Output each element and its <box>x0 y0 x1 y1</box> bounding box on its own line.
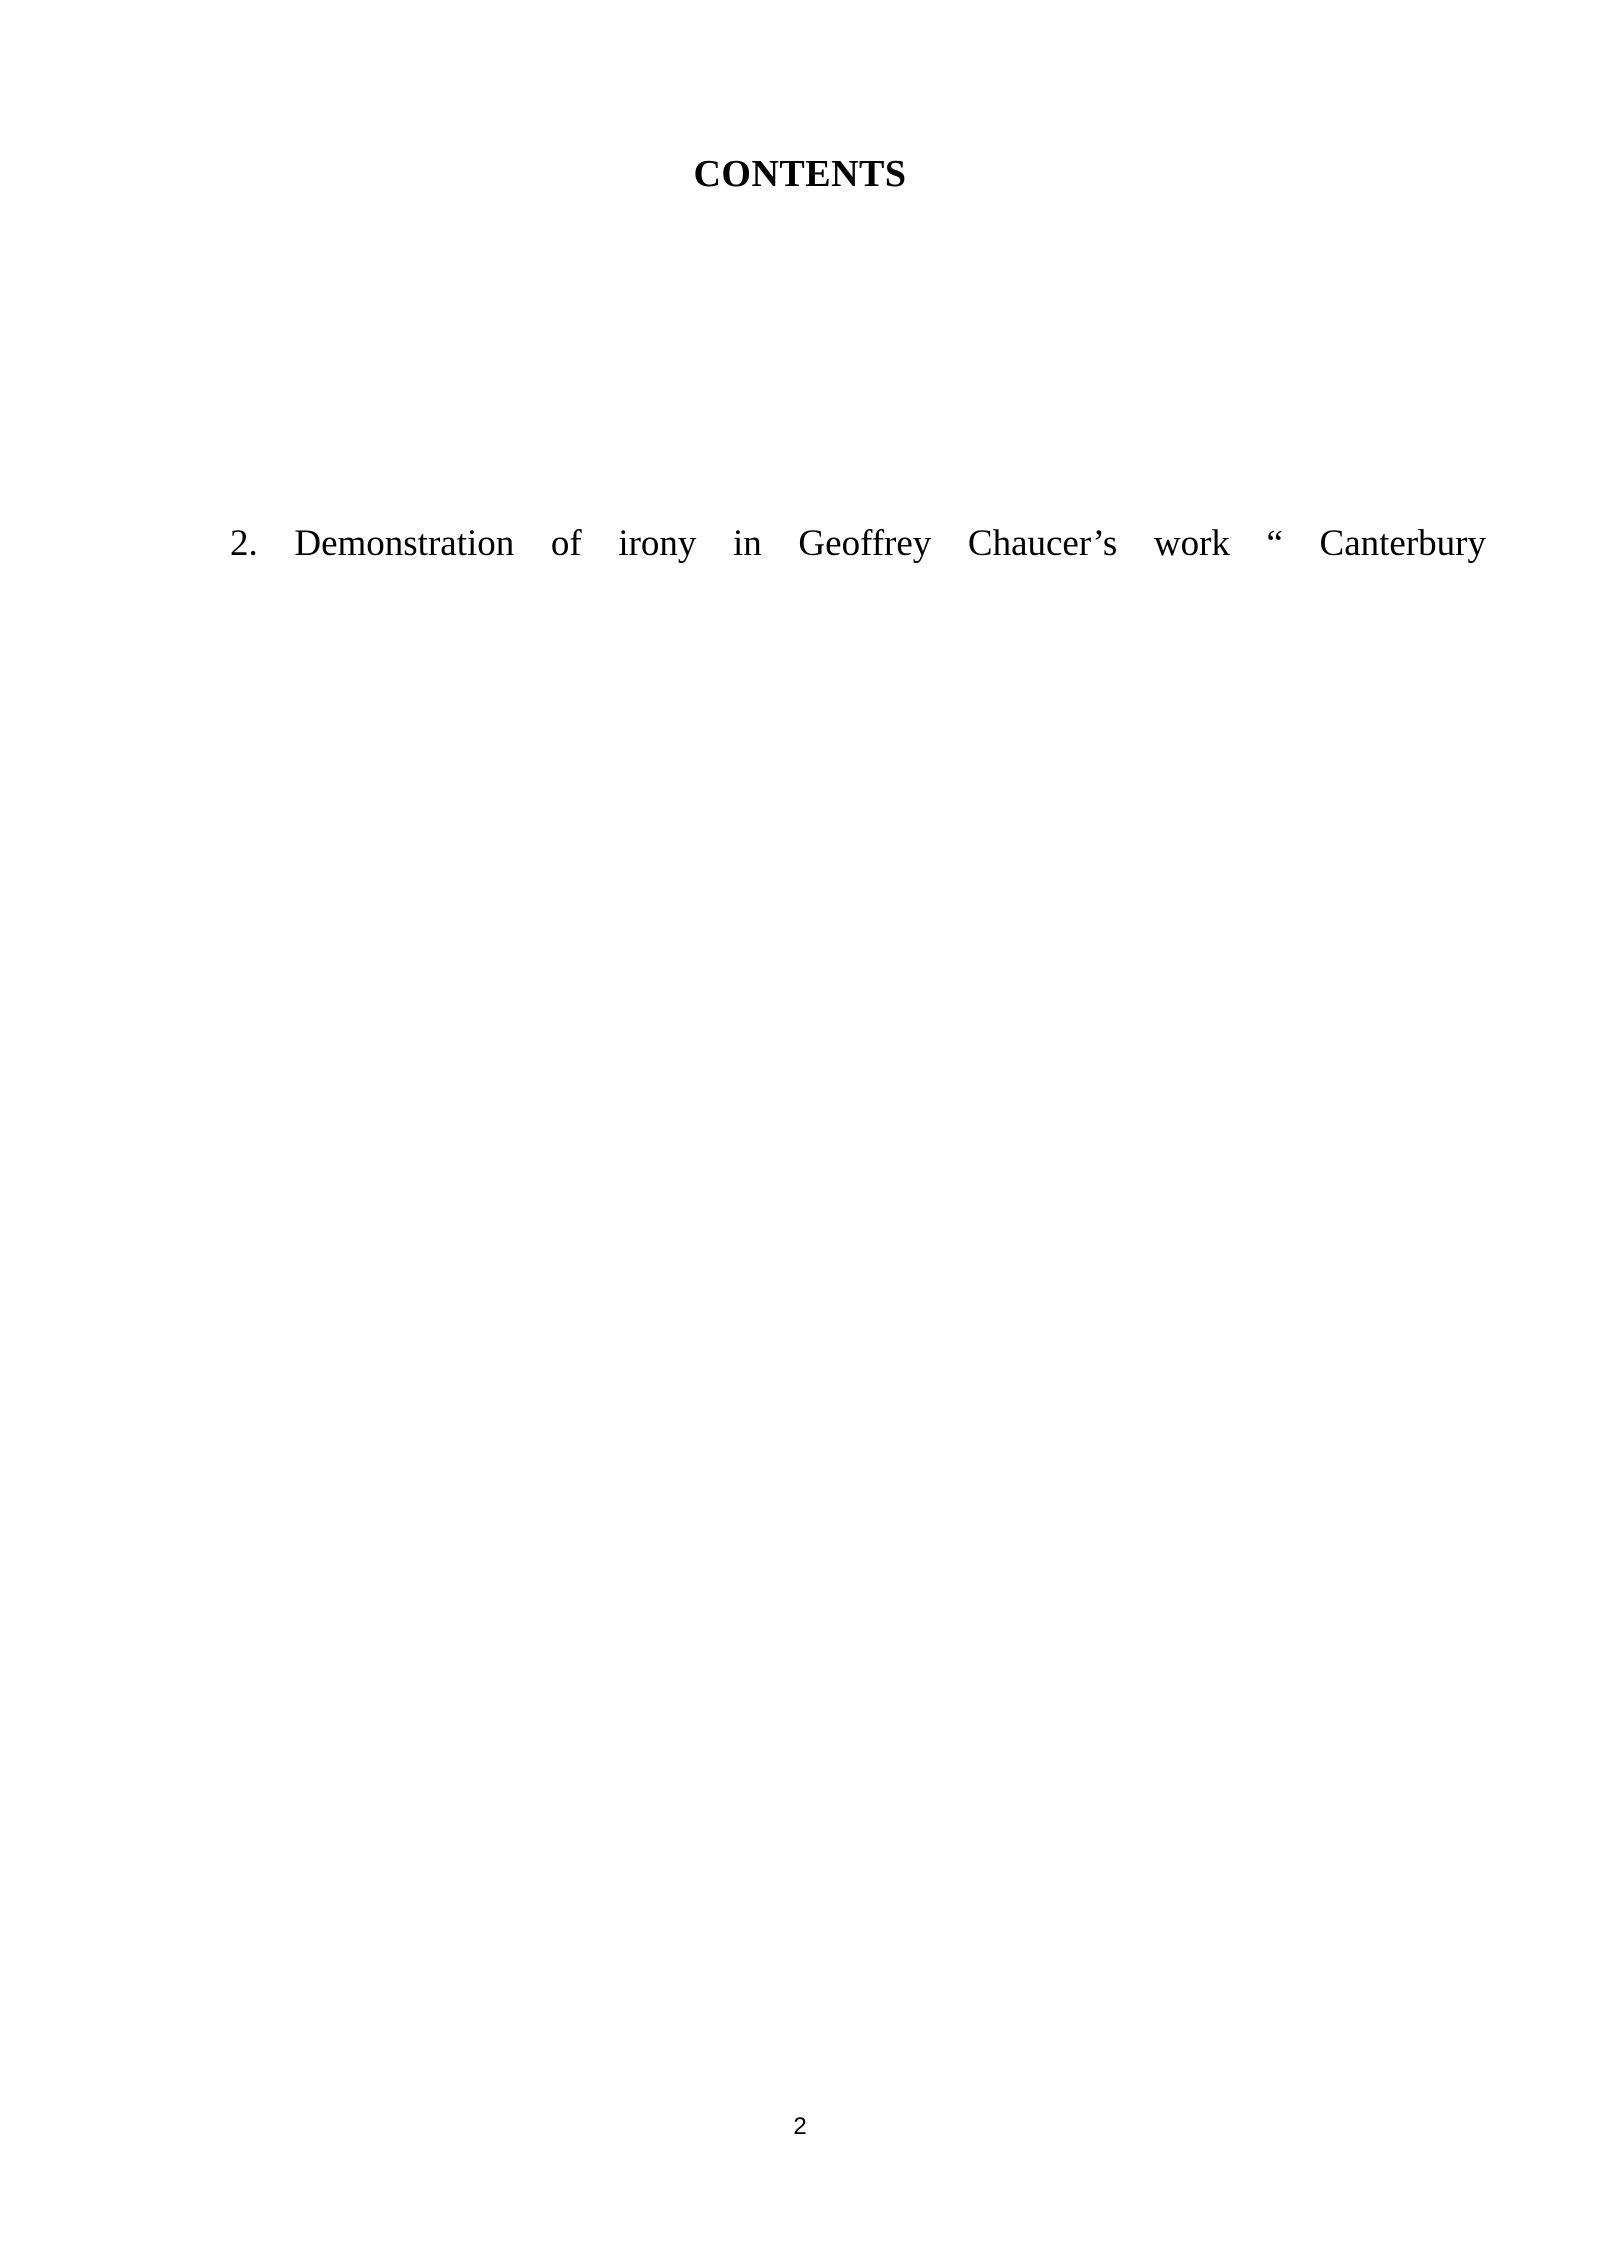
word: “ <box>1266 523 1283 564</box>
word: Geoffrey <box>798 523 932 564</box>
word: 2. <box>230 523 258 564</box>
word: Chaucer’s <box>967 523 1118 564</box>
word: work <box>1153 523 1230 564</box>
word: irony <box>618 523 697 564</box>
toc-entry-irony-line1[interactable] <box>230 520 1486 568</box>
word: Demonstration <box>294 523 515 564</box>
contents-heading: CONTENTS <box>693 153 907 195</box>
word: of <box>550 523 582 564</box>
page-number: 2 <box>793 2113 807 2140</box>
word: in <box>733 523 762 564</box>
word: Canterbury <box>1319 523 1486 564</box>
